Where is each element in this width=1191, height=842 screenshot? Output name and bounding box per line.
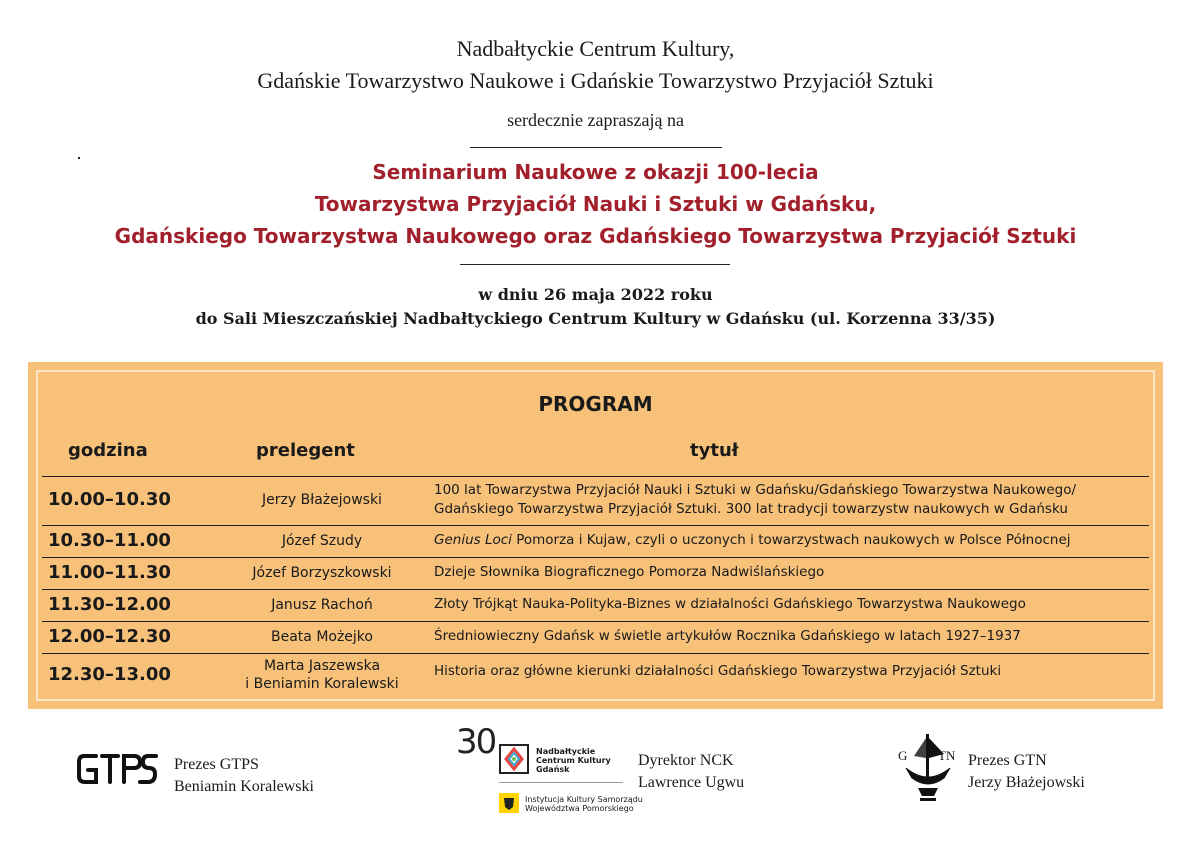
event-date: w dniu 26 maja 2022 roku: [478, 285, 713, 304]
row-time: 11.30–12.00: [48, 594, 171, 615]
organizers-line-1: Nadbałtyckie Centrum Kultury,: [456, 36, 735, 61]
row-time: 10.00–10.30: [48, 489, 171, 510]
program-panel: [28, 362, 1163, 709]
row-topic: Złoty Trójkąt Nauka-Polityka-Biznes w działalności Gdańskiego Towarzystwa Naukowego: [434, 596, 1026, 612]
table-row: [42, 526, 1149, 556]
row-speaker: Józef Borzyszkowski: [252, 565, 392, 581]
program-title: PROGRAM: [538, 392, 653, 416]
gtps-signature: [174, 754, 314, 798]
row-topic: Historia oraz główne kierunki działalności Gdańskiego Towarzystwa Przyjaciół Sztuki: [434, 663, 1002, 679]
event-title-line-3: Gdańskiego Towarzystwa Naukowego oraz Gdańskiego Towarzystwa Przyjaciół Sztuki: [114, 224, 1077, 248]
gtn-role: Prezes GTN: [968, 752, 1047, 769]
row-speaker: Marta Jaszewska i Beniamin Koralewski: [245, 658, 399, 692]
row-topic: Dzieje Słownika Biograficznego Pomorza Nadwiślańskiego: [434, 564, 825, 580]
divider-bottom: [460, 264, 730, 265]
invite-text: serdecznie zapraszają na: [507, 110, 684, 130]
table-row: [42, 622, 1149, 652]
gtps-logo: [76, 750, 158, 788]
organizers-line-2: Gdańskie Towarzystwo Naukowe i Gdańskie Towarzystwo Przyjaciół Sztuki: [257, 68, 934, 93]
gtn-name: Jerzy Błażejowski: [968, 774, 1085, 791]
row-time: 12.30–13.00: [48, 664, 171, 685]
nck-name: Lawrence Ugwu: [638, 774, 745, 791]
table-row: [42, 654, 1149, 698]
table-row: [42, 477, 1149, 525]
gtps-logo-icon: [76, 750, 158, 788]
gtps-name: Beniamin Koralewski: [174, 778, 314, 795]
row-topic: Średniowieczny Gdańsk w świetle artykułów Rocznika Gdańskiego w latach 1927–1937: [434, 628, 1021, 644]
nck-emblem-icon: [499, 744, 529, 774]
row-topic: Genius Loci Pomorza i Kujaw, czyli o uczonych i towarzystwach naukowych w Polsce Północnej: [434, 532, 1071, 548]
row-speaker: Beata Możejko: [271, 629, 373, 645]
row-speaker: Jerzy Błażejowski: [262, 492, 382, 508]
gtn-signature: [968, 750, 1085, 794]
nck-logo-text: Nadbałtyckie Centrum Kultury Gdańsk: [536, 747, 611, 774]
nck-divider: [499, 782, 623, 783]
gtps-role: Prezes GTPS: [174, 756, 259, 773]
pomorskie-emblem-icon: [499, 793, 519, 813]
event-venue: do Sali Mieszczańskiej Nadbałtyckiego Centrum Kultury w Gdańsku (ul. Korzenna 33/35): [195, 309, 996, 328]
nck-signature: [638, 750, 744, 794]
row-time: 12.00–12.30: [48, 626, 171, 647]
nck-30-logo: 30: [456, 722, 496, 762]
gtn-ship-logo: G TN: [898, 728, 958, 806]
gtn-ship-icon: [898, 728, 958, 806]
row-speaker: Józef Szudy: [281, 533, 363, 549]
table-row: [42, 558, 1149, 588]
row-time: 11.00–11.30: [48, 562, 171, 583]
nck-role: Dyrektor NCK: [638, 752, 734, 769]
row-topic: 100 lat Towarzystwa Przyjaciół Nauki i Sztuki w Gdańsku/Gdańskiego Towarzystwa Naukowego/ Gdańskiego Towarzystwa Przyjaciół Sztuki. 300 lat tradycji towarzystw naukowych w Gdańsku: [434, 482, 1077, 517]
column-header-topic: tytuł: [690, 440, 739, 461]
table-row: [42, 590, 1149, 620]
event-title-line-2: Towarzystwa Przyjaciół Nauki i Sztuki w Gdańsku,: [314, 192, 877, 216]
column-header-time: godzina: [68, 440, 148, 461]
row-time: 10.30–11.00: [48, 530, 171, 551]
divider-top: [470, 147, 722, 148]
row-speaker: Janusz Rachoń: [271, 597, 373, 613]
nck-institution-text: Instytucja Kultury Samorządu Województwa Pomorskiego: [525, 795, 643, 813]
event-title-line-1: Seminarium Naukowe z okazji 100-lecia: [372, 160, 819, 184]
column-header-speaker: prelegent: [256, 440, 355, 461]
